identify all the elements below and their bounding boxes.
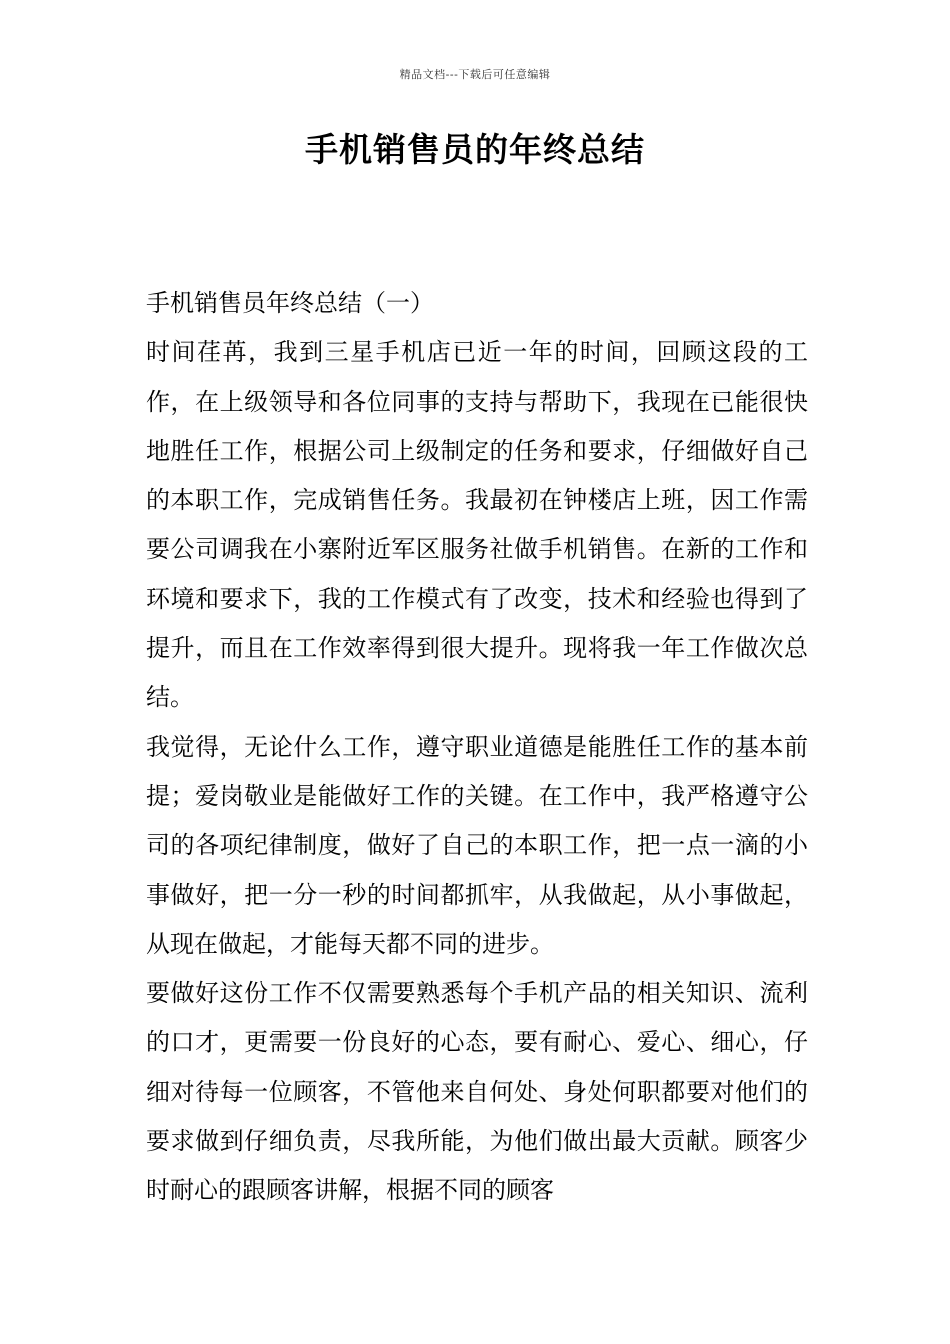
document-title: 手机销售员的年终总结	[305, 130, 645, 169]
paragraph-3: 要做好这份工作不仅需要熟悉每个手机产品的相关知识、流利的口才，更需要一份良好的心态，要有耐心、爱心、细心，仔细对待每一位顾客，不管他来自何处、身处何职都要对他们的要求做到仔细负责，尽我所能，为他们做出最大贡献。顾客少时耐心的跟顾客讲解，根据不同的顾客	[146, 979, 808, 1205]
section-heading: 手机销售员年终总结（一）	[146, 289, 434, 317]
header-note: 精品文档---下载后可任意编辑	[399, 68, 551, 81]
document-body	[146, 279, 808, 1216]
paragraph-1: 时间荏苒，我到三星手机店已近一年的时间，回顾这段的工作，在上级领导和各位同事的支持与帮助下，我现在已能很快地胜任工作，根据公司上级制定的任务和要求，仔细做好自己的本职工作，完成销售任务。我最初在钟楼店上班，因工作需要公司调我在小寨附近军区服务社做手机销售。在新的工作和环境和要求下，我的工作模式有了改变，技术和经验也得到了提升，而且在工作效率得到很大提升。现将我一年工作做次总结。	[146, 338, 808, 712]
paragraph-2: 我觉得，无论什么工作，遵守职业道德是能胜任工作的基本前提；爱岗敬业是能做好工作的关键。在工作中，我严格遵守公司的各项纪律制度，做好了自己的本职工作，把一点一滴的小事做好，把一分一秒的时间都抓牢，从我做起，从小事做起，从现在做起，才能每天都不同的进步。	[146, 732, 808, 958]
